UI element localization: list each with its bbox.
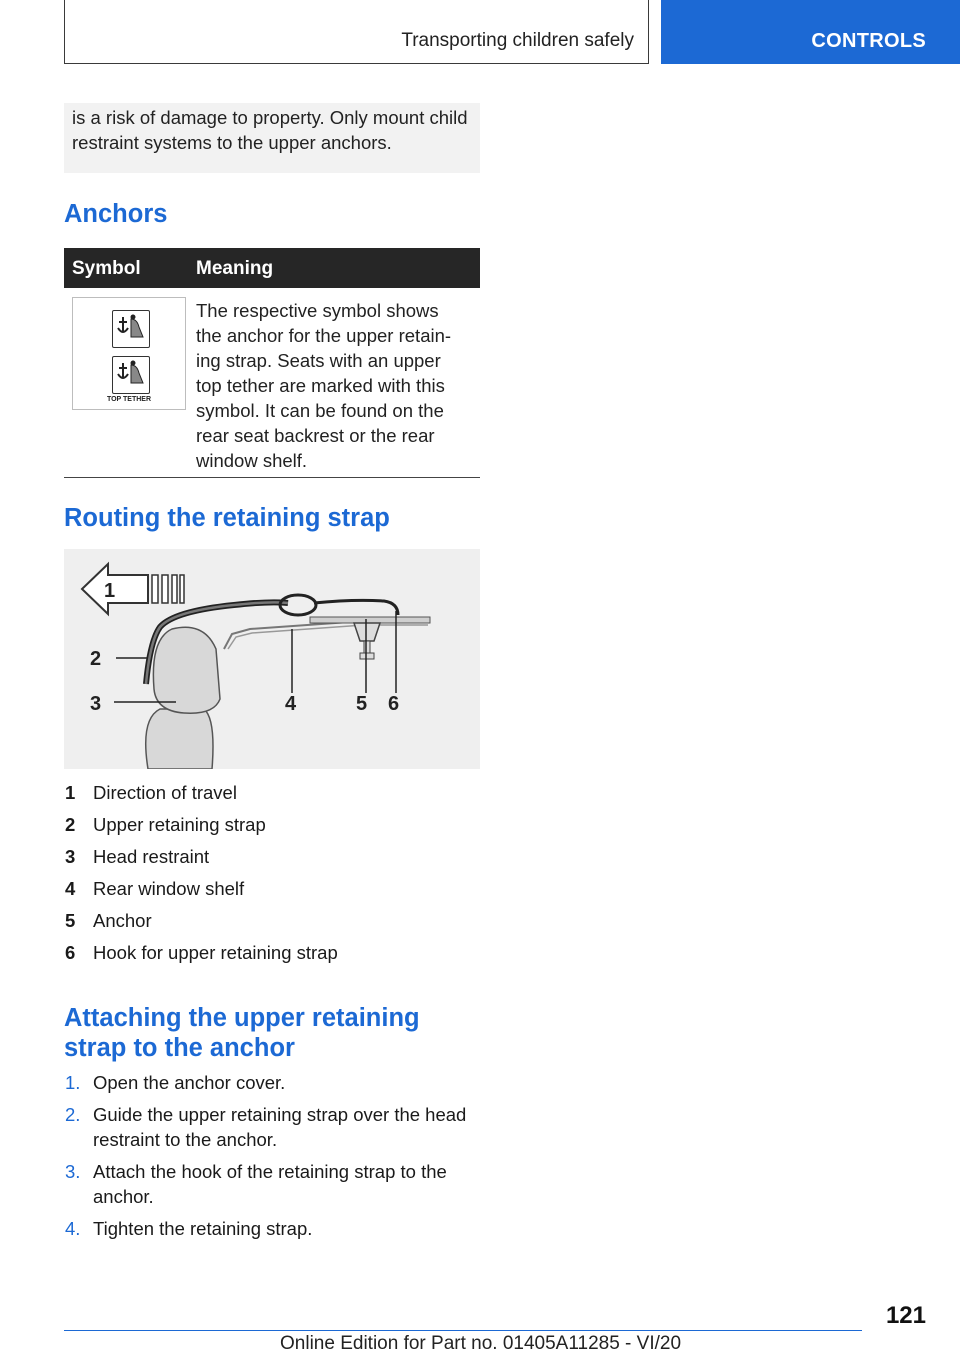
top-tether-caption: TOP TETHER: [106, 396, 152, 403]
attaching-heading-line2: strap to the anchor: [64, 1034, 295, 1062]
note-text: is a risk of damage to property. Only mount child restraint systems to the upper anchors.: [72, 107, 468, 153]
step-number: 3.: [65, 1161, 81, 1182]
routing-heading: Routing the retaining strap: [64, 504, 390, 532]
column-header-meaning: Meaning: [196, 258, 274, 279]
header-section-tab[interactable]: [661, 0, 960, 64]
legend-text: Anchor: [93, 910, 152, 931]
header-section-label: CONTROLS: [811, 30, 926, 52]
legend-number: 2: [65, 814, 76, 835]
figure-label-4: 4: [285, 693, 297, 715]
step-text: anchor.: [93, 1186, 154, 1207]
list-item: [64, 1159, 484, 1209]
legend-number: 1: [65, 782, 76, 803]
header-title: Transporting children safely: [401, 30, 634, 51]
legend-number: 5: [65, 910, 76, 931]
list-item: [64, 1216, 484, 1241]
figure-legend: [64, 781, 484, 973]
list-item: [64, 941, 484, 973]
footer-divider: [64, 1330, 862, 1331]
anchors-heading: Anchors: [64, 200, 168, 228]
figure-label-6: 6: [388, 693, 400, 715]
legend-number: 6: [65, 942, 76, 963]
meaning-line: The respective symbol shows: [196, 300, 439, 321]
top-tether-icon: [112, 356, 150, 394]
anchors-table: [64, 248, 480, 478]
meaning-cell: [196, 298, 478, 473]
list-item: [64, 845, 484, 877]
attaching-steps-list: [64, 1070, 484, 1248]
attaching-heading: [64, 1003, 420, 1063]
figure-label-2: 2: [90, 648, 102, 670]
step-text: Attach the hook of the retaining strap to the: [93, 1161, 447, 1182]
meaning-line: the anchor for the upper retain-: [196, 325, 452, 346]
step-text: Tighten the retaining strap.: [93, 1218, 313, 1239]
footer-edition-text: Online Edition for Part no. 01405A11285 - VI/20: [280, 1333, 682, 1354]
meaning-line: top tether are marked with this: [196, 375, 445, 396]
step-text: Open the anchor cover.: [93, 1072, 286, 1093]
list-item: [64, 1102, 484, 1152]
meaning-line: ing strap. Seats with an upper: [196, 350, 441, 371]
figure-label-5: 5: [356, 693, 368, 715]
legend-text: Head restraint: [93, 846, 210, 867]
list-item: [64, 909, 484, 941]
strap-routing-figure: [64, 549, 480, 769]
strap-routing-illustration: [64, 549, 480, 769]
symbol-cell: [72, 297, 186, 410]
meaning-line: symbol. It can be found on the: [196, 400, 444, 421]
meaning-line: rear seat backrest or the rear: [196, 425, 435, 446]
step-text: Guide the upper retaining strap over the head: [93, 1104, 467, 1125]
column-header-symbol: Symbol: [72, 258, 141, 279]
legend-text: Hook for upper retaining strap: [93, 942, 338, 963]
table-row: [64, 288, 480, 478]
list-item: [64, 813, 484, 845]
child-seat-anchor-icon: [112, 310, 150, 348]
table-header: [64, 248, 480, 288]
attaching-heading-line1: Attaching the upper retaining: [64, 1004, 420, 1032]
header-title-box: [64, 0, 649, 64]
list-item: [64, 781, 484, 813]
legend-text: Upper retaining strap: [93, 814, 266, 835]
meaning-line: window shelf.: [196, 450, 308, 471]
legend-text: Rear window shelf: [93, 878, 245, 899]
step-number: 1.: [65, 1072, 81, 1093]
page-number: 121: [885, 1302, 926, 1329]
warning-note-box: [64, 103, 480, 173]
legend-number: 3: [65, 846, 76, 867]
step-text: restraint to the anchor.: [93, 1129, 278, 1150]
list-item: [64, 877, 484, 909]
list-item: [64, 1070, 484, 1095]
figure-label-1: 1: [104, 580, 116, 602]
legend-number: 4: [65, 878, 76, 899]
legend-text: Direction of travel: [93, 782, 237, 803]
step-number: 2.: [65, 1104, 81, 1125]
step-number: 4.: [65, 1218, 81, 1239]
figure-label-3: 3: [90, 693, 102, 715]
